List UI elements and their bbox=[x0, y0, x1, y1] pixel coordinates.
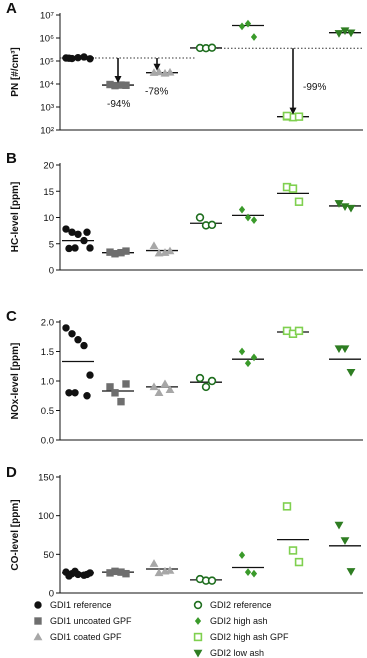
data-point bbox=[209, 44, 216, 51]
y-axis-label: PN [#/cm³] bbox=[10, 47, 21, 97]
y-tick-label: 1.0 bbox=[40, 376, 54, 388]
data-point bbox=[296, 327, 303, 334]
data-point bbox=[166, 567, 174, 574]
data-point bbox=[72, 389, 79, 396]
legend-label: GDI1 coated GPF bbox=[50, 632, 122, 642]
data-point bbox=[245, 360, 250, 367]
data-point bbox=[239, 23, 244, 30]
data-point bbox=[166, 68, 174, 75]
panel-letter-B: B bbox=[6, 150, 17, 167]
data-point bbox=[87, 245, 94, 252]
y-tick-label: 10⁶ bbox=[39, 33, 54, 45]
data-point bbox=[239, 206, 244, 213]
legend-marker bbox=[195, 634, 202, 641]
data-point bbox=[284, 503, 291, 510]
y-tick-label: 0 bbox=[48, 265, 54, 277]
data-point bbox=[123, 248, 130, 255]
data-point bbox=[209, 378, 216, 385]
data-point bbox=[251, 217, 256, 224]
y-tick-label: 150 bbox=[38, 472, 54, 484]
legend-marker bbox=[195, 618, 200, 625]
legend-marker bbox=[35, 602, 42, 609]
y-tick-label: 10³ bbox=[40, 102, 54, 114]
data-point bbox=[69, 330, 76, 337]
y-tick-label: 10² bbox=[40, 125, 54, 137]
data-point bbox=[150, 560, 158, 567]
data-point bbox=[296, 198, 303, 205]
data-point bbox=[112, 389, 119, 396]
data-point bbox=[203, 384, 210, 391]
data-point bbox=[290, 185, 297, 192]
data-point bbox=[118, 398, 125, 405]
data-point bbox=[290, 547, 297, 554]
y-tick-label: 100 bbox=[38, 511, 54, 523]
data-point bbox=[155, 569, 163, 576]
legend-marker bbox=[195, 602, 202, 609]
y-axis-label: NOx-level [ppm] bbox=[10, 342, 21, 420]
y-tick-label: 10 bbox=[43, 213, 54, 224]
y-tick-label: 0.0 bbox=[40, 435, 54, 447]
y-tick-label: 0.5 bbox=[40, 406, 54, 417]
data-point bbox=[72, 568, 79, 575]
legend-marker bbox=[194, 650, 202, 657]
data-point bbox=[123, 82, 130, 89]
y-axis-label: HC-level [ppm] bbox=[10, 181, 21, 253]
data-point bbox=[72, 245, 79, 252]
data-point bbox=[341, 204, 349, 211]
y-tick-label: 0 bbox=[48, 588, 54, 600]
data-point bbox=[284, 113, 291, 120]
data-point bbox=[150, 242, 158, 249]
y-tick-label: 5 bbox=[48, 239, 54, 251]
data-point bbox=[347, 205, 355, 212]
data-point bbox=[123, 570, 130, 577]
data-point bbox=[87, 55, 94, 62]
legend-label: GDI2 low ash bbox=[210, 648, 265, 658]
data-point bbox=[66, 573, 73, 580]
data-point bbox=[341, 538, 349, 545]
y-tick-label: 50 bbox=[43, 549, 54, 561]
y-tick-label: 10⁷ bbox=[39, 10, 54, 22]
data-point bbox=[75, 231, 82, 238]
data-point bbox=[239, 552, 244, 559]
data-point bbox=[347, 568, 355, 575]
data-point bbox=[296, 559, 303, 566]
legend-marker bbox=[35, 618, 42, 625]
legend-label: GDI2 reference bbox=[210, 600, 272, 610]
data-point bbox=[341, 346, 349, 353]
legend-label: GDI1 uncoated GPF bbox=[50, 616, 132, 626]
data-point bbox=[335, 522, 343, 529]
data-point bbox=[81, 342, 88, 349]
data-point bbox=[209, 221, 216, 228]
data-point bbox=[251, 34, 256, 41]
annotation-reduction: -94% bbox=[107, 99, 131, 111]
data-point bbox=[245, 569, 250, 576]
y-tick-label: 15 bbox=[43, 186, 54, 198]
annotation-reduction: -78% bbox=[145, 86, 169, 98]
legend-marker bbox=[34, 633, 42, 640]
legend-label: GDI2 high ash GPF bbox=[210, 632, 289, 642]
panel-letter-D: D bbox=[6, 464, 17, 481]
data-point bbox=[84, 571, 91, 578]
data-point bbox=[84, 392, 91, 399]
data-point bbox=[347, 369, 355, 376]
data-point bbox=[161, 380, 169, 387]
data-point bbox=[335, 30, 343, 37]
data-point bbox=[296, 113, 303, 120]
y-tick-label: 20 bbox=[43, 160, 54, 172]
legend-label: GDI2 high ash bbox=[210, 616, 268, 626]
data-point bbox=[123, 381, 130, 388]
panel-letter-C: C bbox=[6, 308, 17, 325]
data-point bbox=[197, 375, 204, 382]
data-point bbox=[251, 570, 256, 577]
data-point bbox=[75, 336, 82, 343]
y-tick-label: 2.0 bbox=[40, 317, 54, 329]
panel-letter-A: A bbox=[6, 0, 17, 17]
data-point bbox=[63, 226, 70, 233]
data-point bbox=[239, 348, 244, 355]
y-tick-label: 10⁴ bbox=[39, 79, 54, 91]
data-point bbox=[209, 577, 216, 584]
legend-label: GDI1 reference bbox=[50, 600, 112, 610]
data-point bbox=[87, 372, 94, 379]
data-point bbox=[81, 237, 88, 244]
annotation-reduction: -99% bbox=[303, 82, 327, 93]
data-point bbox=[66, 55, 73, 62]
y-tick-label: 10⁵ bbox=[39, 56, 54, 68]
data-point bbox=[84, 229, 91, 236]
y-axis-label: CO-level [ppm] bbox=[10, 499, 21, 571]
data-point bbox=[197, 214, 204, 221]
data-point bbox=[63, 325, 70, 332]
y-tick-label: 1.5 bbox=[40, 347, 54, 358]
